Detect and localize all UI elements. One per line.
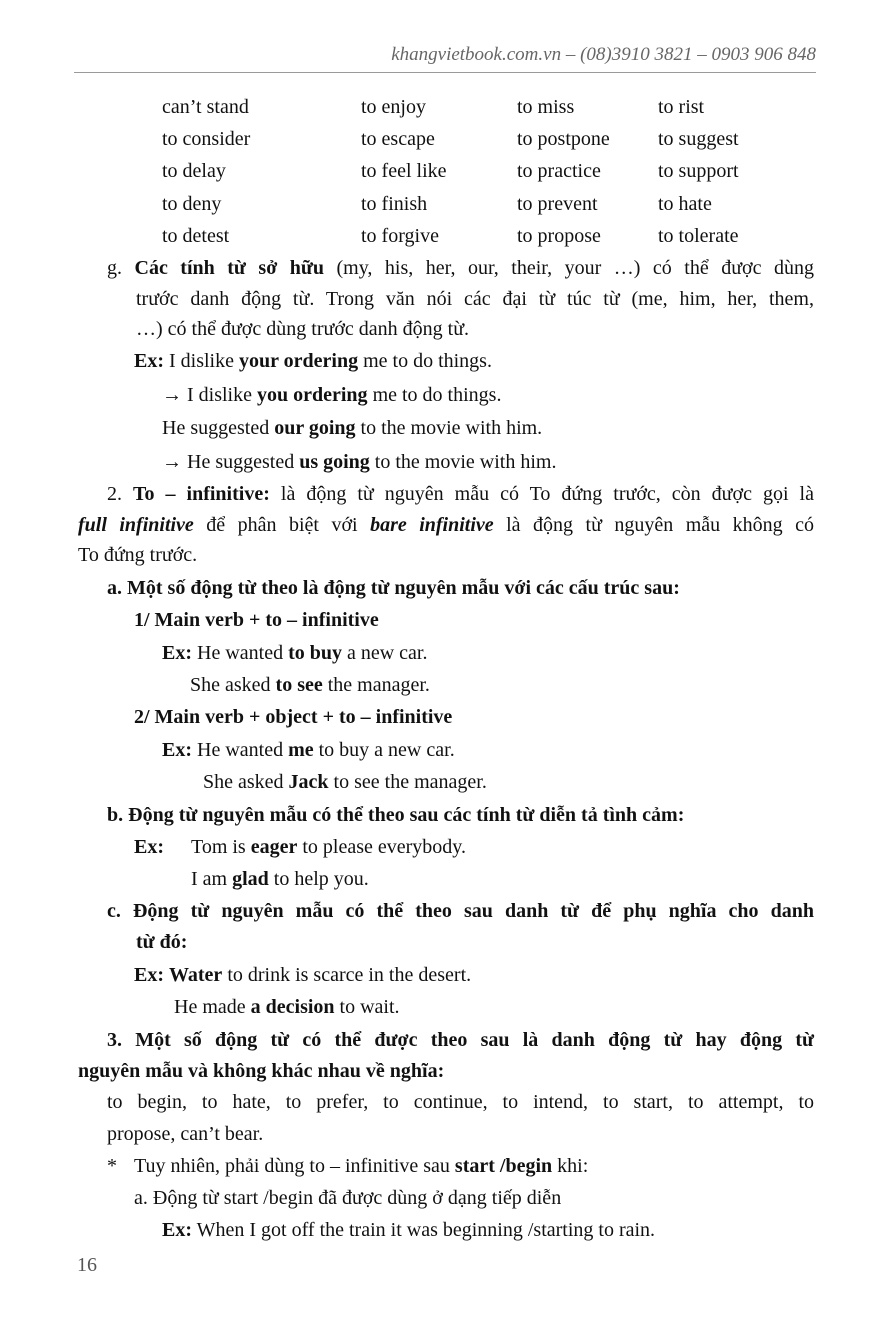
section-g-line1: g. Các tính từ sở hữu (my, his, her, our, their, your …) có thể được dùng: [107, 257, 814, 279]
note-line: Tuy nhiên, phải dùng to – infinitive sau start /begin khi:: [134, 1155, 589, 1177]
structure-1: 1/ Main verb + to – infinitive: [134, 609, 379, 631]
table-cell: to deny: [162, 193, 222, 215]
b-example-label: Ex:: [134, 836, 164, 858]
table-cell: to postpone: [517, 128, 610, 150]
asterisk-icon: *: [107, 1155, 117, 1177]
a1-example-2: She asked to see the manager.: [190, 674, 430, 696]
c-example-2: He made a decision to wait.: [174, 996, 400, 1018]
table-cell: to delay: [162, 160, 226, 182]
section-2-line3: To đứng trước.: [78, 544, 198, 566]
table-cell: to finish: [361, 193, 428, 215]
g-example-4: → He suggested us going to the movie with him.: [162, 451, 557, 473]
c-example-1: Ex: Water to drink is scarce in the desert.: [134, 964, 472, 986]
table-cell: can’t stand: [162, 96, 249, 118]
a2-example-1: Ex: He wanted me to buy a new car.: [162, 739, 455, 761]
table-cell: to escape: [361, 128, 435, 150]
table-cell: to enjoy: [361, 96, 426, 118]
section-3-verbs-1: to begin, to hate, to prefer, to continue, to intend, to start, to attempt, to: [107, 1091, 814, 1113]
table-cell: to forgive: [361, 225, 439, 247]
table-cell: to hate: [658, 193, 712, 215]
g-example-1: Ex: I dislike your ordering me to do things.: [134, 350, 492, 372]
table-cell: to miss: [517, 96, 575, 118]
table-cell: to feel like: [361, 160, 447, 182]
table-cell: to propose: [517, 225, 601, 247]
page-number: 16: [77, 1254, 97, 1276]
table-cell: to suggest: [658, 128, 739, 150]
table-cell: to prevent: [517, 193, 598, 215]
b-example-1: Tom is eager to please everybody.: [191, 836, 467, 858]
section-2-line2: full infinitive để phân biệt với bare infinitive là động từ nguyên mẫu không có: [78, 514, 814, 536]
table-cell: to consider: [162, 128, 251, 150]
section-g-line2: trước danh động từ. Trong văn nói các đại từ túc từ (me, him, her, them,: [136, 288, 814, 310]
note-sub-a: a. Động từ start /begin đã được dùng ở dạng tiếp diễn: [134, 1187, 562, 1209]
section-3-verbs-2: propose, can’t bear.: [107, 1123, 264, 1145]
table-cell: to practice: [517, 160, 601, 182]
page-header: khangvietbook.com.vn – (08)3910 3821 – 0903 906 848: [74, 44, 816, 73]
a2-example-2: She asked Jack to see the manager.: [203, 771, 487, 793]
section-a-title: a. Một số động từ theo là động từ nguyên mẫu với các cấu trúc sau:: [107, 577, 680, 599]
section-b-title: b. Động từ nguyên mẫu có thể theo sau các tính từ diễn tả tình cảm:: [107, 804, 685, 826]
section-c-title-2: từ đó:: [136, 931, 188, 953]
note-bullet: [107, 1153, 117, 1179]
table-cell: to rist: [658, 96, 705, 118]
arrow-icon: →: [162, 451, 182, 473]
g-example-2: → I dislike you ordering me to do things.: [162, 384, 502, 406]
structure-2: 2/ Main verb + object + to – infinitive: [134, 706, 453, 728]
g-example-3: He suggested our going to the movie with him.: [162, 417, 543, 439]
section-c-title-1: c. Động từ nguyên mẫu có thể theo sau danh từ để phụ nghĩa cho danh: [107, 900, 814, 922]
note-example: Ex: When I got off the train it was beginning /starting to rain.: [162, 1219, 656, 1241]
arrow-icon: →: [162, 384, 182, 406]
b-example-2: I am glad to help you.: [191, 868, 369, 890]
section-2-line1: 2. To – infinitive: là động từ nguyên mẫu có To đứng trước, còn được gọi là: [107, 483, 814, 505]
section-g-line3: …) có thể được dùng trước danh động từ.: [136, 318, 470, 340]
table-cell: to tolerate: [658, 225, 739, 247]
table-cell: to detest: [162, 225, 230, 247]
a1-example-1: Ex: He wanted to buy a new car.: [162, 642, 428, 664]
table-cell: to support: [658, 160, 739, 182]
section-3-line1: 3. Một số động từ có thể được theo sau là danh động từ hay động từ: [107, 1029, 814, 1051]
section-3-line2: nguyên mẫu và không khác nhau về nghĩa:: [78, 1060, 445, 1082]
